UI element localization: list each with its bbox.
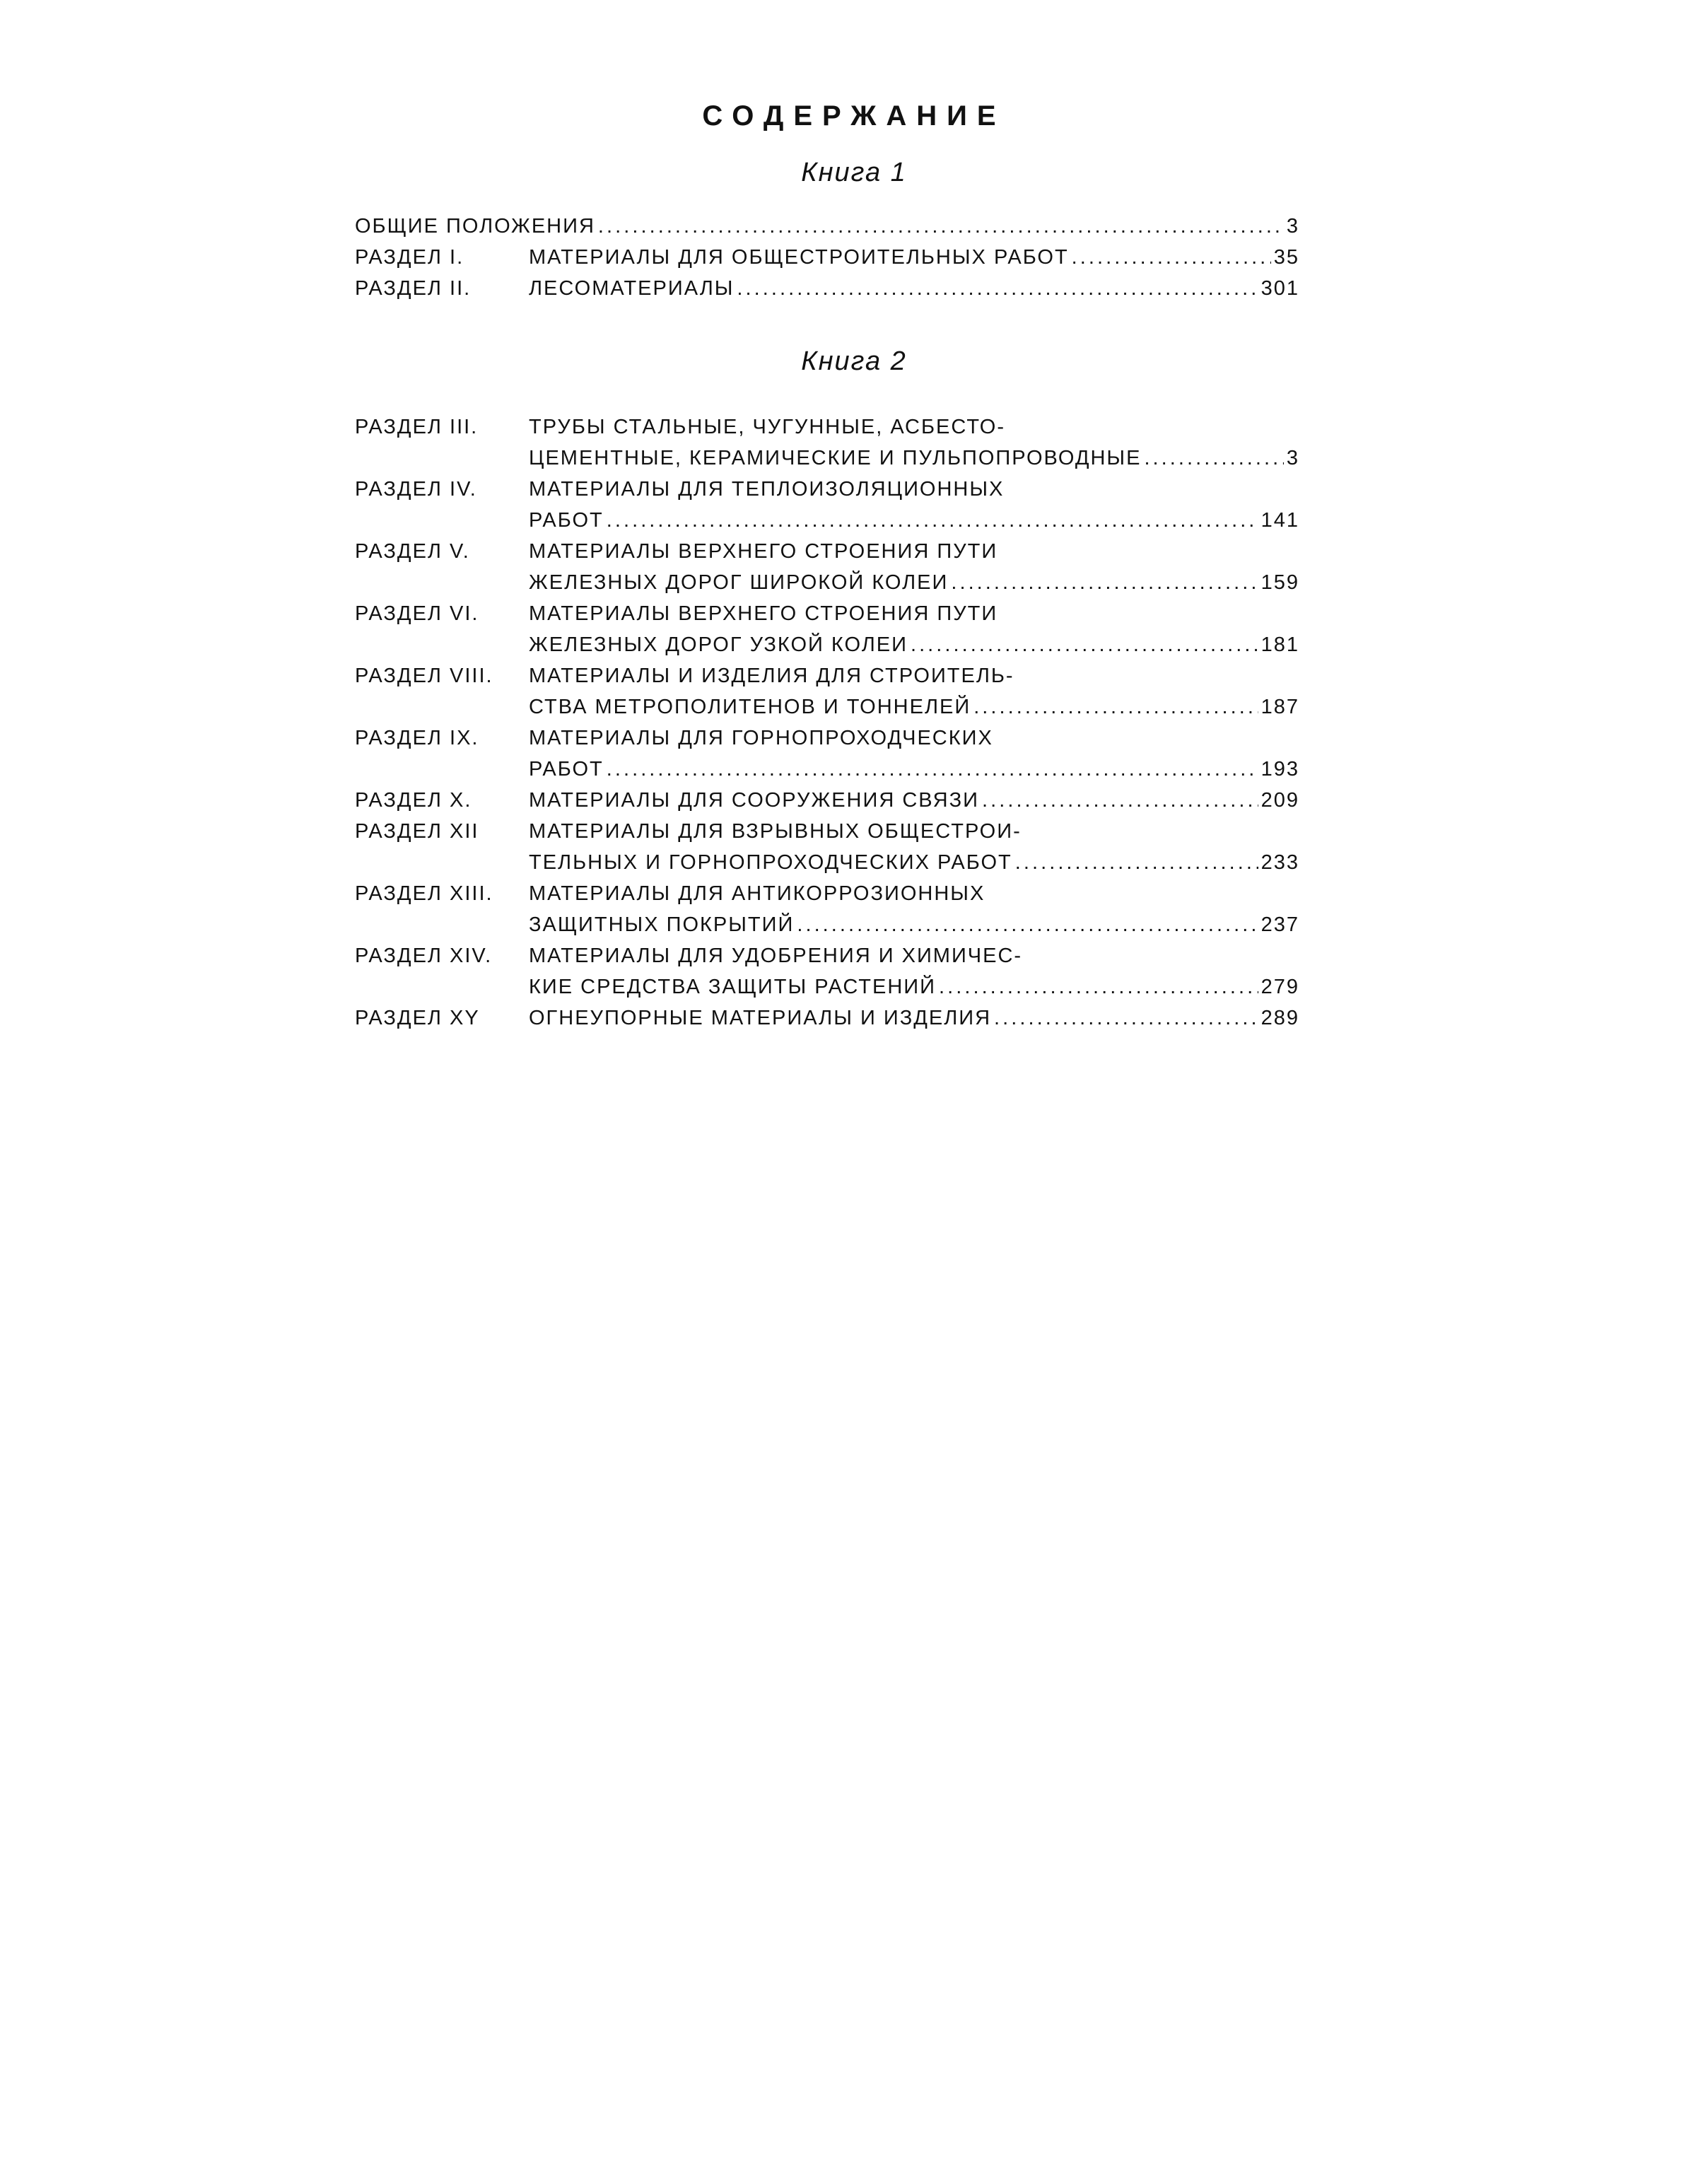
toc-entry-title: СТВА МЕТРОПОЛИТЕНОВ И ТОННЕЛЕЙ	[529, 696, 971, 718]
dot-leader	[737, 273, 1258, 304]
toc-entry-title: МАТЕРИАЛЫ ДЛЯ ГОРНОПРОХОДЧЕСКИХ	[529, 727, 993, 749]
toc-entry-title: ЖЕЛЕЗНЫХ ДОРОГ ШИРОКОЙ КОЛЕИ	[529, 571, 949, 594]
book-2-toc	[355, 411, 1299, 1034]
toc-section-label: РАЗДЕЛ IX.	[355, 727, 479, 749]
toc-entry-title: ЗАЩИТНЫХ ПОКРЫТИЙ	[529, 913, 795, 936]
toc-page-number: 35	[1273, 246, 1299, 269]
toc-entry	[355, 940, 1299, 1002]
dot-leader	[797, 909, 1258, 940]
dot-leader	[982, 785, 1258, 816]
toc-entry	[355, 411, 1299, 474]
toc-entry-title: МАТЕРИАЛЫ ДЛЯ ВЗРЫВНЫХ ОБЩЕСТРОИ-	[529, 820, 1022, 843]
toc-entry-title: РАБОТ	[529, 509, 604, 532]
toc-entry	[355, 242, 1299, 273]
dot-leader	[951, 567, 1258, 598]
toc-page-number: 141	[1260, 509, 1299, 532]
toc-section-label: РАЗДЕЛ XIII.	[355, 882, 493, 905]
toc-entry-title: МАТЕРИАЛЫ ДЛЯ СООРУЖЕНИЯ СВЯЗИ	[529, 789, 979, 812]
toc-section-label: РАЗДЕЛ IV.	[355, 478, 477, 501]
toc-section-label: РАЗДЕЛ X.	[355, 789, 472, 812]
dot-leader	[973, 691, 1258, 723]
toc-page-number: 187	[1260, 696, 1299, 718]
toc-entry	[355, 474, 1299, 536]
toc-entry	[355, 1002, 1299, 1034]
toc-page-number: 193	[1260, 758, 1299, 781]
toc-page-number: 279	[1260, 976, 1299, 998]
toc-page-number: 237	[1260, 913, 1299, 936]
toc-page-number: 3	[1286, 447, 1299, 469]
book-1-heading: Книга 1	[801, 158, 907, 187]
toc-entry	[355, 598, 1299, 660]
book-1-toc	[355, 211, 1299, 304]
dot-leader	[994, 1002, 1258, 1034]
dot-leader	[1072, 242, 1271, 273]
toc-section-label: РАЗДЕЛ II.	[355, 277, 472, 300]
toc-section-label: РАЗДЕЛ V.	[355, 540, 470, 563]
dot-leader	[1015, 847, 1258, 878]
toc-section-label: РАЗДЕЛ I.	[355, 246, 464, 269]
toc-page-number: 289	[1260, 1007, 1299, 1029]
toc-entry-title: ОГНЕУПОРНЫЕ МАТЕРИАЛЫ И ИЗДЕЛИЯ	[529, 1007, 992, 1029]
toc-entry-title: ЖЕЛЕЗНЫХ ДОРОГ УЗКОЙ КОЛЕИ	[529, 633, 908, 656]
toc-page-number: 301	[1260, 277, 1299, 300]
toc-entry-title: ТЕЛЬНЫХ И ГОРНОПРОХОДЧЕСКИХ РАБОТ	[529, 851, 1012, 874]
dot-leader	[607, 754, 1258, 785]
toc-entry	[355, 273, 1299, 304]
toc-entry-title: ТРУБЫ СТАЛЬНЫЕ, ЧУГУННЫЕ, АСБЕСТО-	[529, 416, 1005, 438]
toc-entry-title: МАТЕРИАЛЫ ДЛЯ УДОБРЕНИЯ И ХИМИЧЕС-	[529, 945, 1023, 967]
toc-page-number: 3	[1286, 215, 1299, 238]
dot-leader	[911, 629, 1258, 660]
dot-leader	[939, 971, 1258, 1002]
toc-section-label: РАЗДЕЛ VIII.	[355, 665, 493, 687]
toc-entry-title: МАТЕРИАЛЫ ДЛЯ ТЕПЛОИЗОЛЯЦИОННЫХ	[529, 478, 1005, 501]
toc-page-number: 233	[1260, 851, 1299, 874]
toc-entry-title: МАТЕРИАЛЫ ДЛЯ АНТИКОРРОЗИОННЫХ	[529, 882, 985, 905]
toc-entry	[355, 660, 1299, 723]
toc-section-label: РАЗДЕЛ VI.	[355, 602, 479, 625]
toc-entry-title: МАТЕРИАЛЫ ВЕРХНЕГО СТРОЕНИЯ ПУТИ	[529, 602, 998, 625]
toc-entry	[355, 816, 1299, 878]
dot-leader	[598, 211, 1284, 242]
toc-entry	[355, 785, 1299, 816]
toc-entry-title: ЛЕСОМАТЕРИАЛЫ	[529, 277, 735, 300]
toc-entry-title: ОБЩИЕ ПОЛОЖЕНИЯ	[355, 215, 595, 238]
toc-entry	[355, 878, 1299, 940]
toc-entry	[355, 723, 1299, 785]
toc-entry	[355, 536, 1299, 598]
dot-leader	[1144, 443, 1283, 474]
toc-page-number: 209	[1260, 789, 1299, 812]
toc-entry-title: МАТЕРИАЛЫ ДЛЯ ОБЩЕСТРОИТЕЛЬНЫХ РАБОТ	[529, 246, 1069, 269]
book-2-heading: Книга 2	[801, 346, 907, 376]
toc-page-number: 159	[1260, 571, 1299, 594]
toc-section-label: РАЗДЕЛ XIV.	[355, 945, 493, 967]
toc-entry-title: ЦЕМЕНТНЫЕ, КЕРАМИЧЕСКИЕ И ПУЛЬПОПРОВОДНЫЕ	[529, 447, 1142, 469]
dot-leader	[607, 505, 1258, 536]
toc-entry-title: МАТЕРИАЛЫ ВЕРХНЕГО СТРОЕНИЯ ПУТИ	[529, 540, 998, 563]
toc-entry-title: МАТЕРИАЛЫ И ИЗДЕЛИЯ ДЛЯ СТРОИТЕЛЬ-	[529, 665, 1014, 687]
toc-section-label: РАЗДЕЛ XY	[355, 1007, 480, 1029]
page-title: СОДЕРЖАНИЕ	[702, 100, 1006, 131]
toc-entry-general	[355, 211, 1299, 242]
toc-entry-title: КИЕ СРЕДСТВА ЗАЩИТЫ РАСТЕНИЙ	[529, 976, 936, 998]
toc-page-number: 181	[1260, 633, 1299, 656]
toc-section-label: РАЗДЕЛ XII	[355, 820, 479, 843]
toc-section-label: РАЗДЕЛ III.	[355, 416, 479, 438]
toc-entry-title: РАБОТ	[529, 758, 604, 781]
